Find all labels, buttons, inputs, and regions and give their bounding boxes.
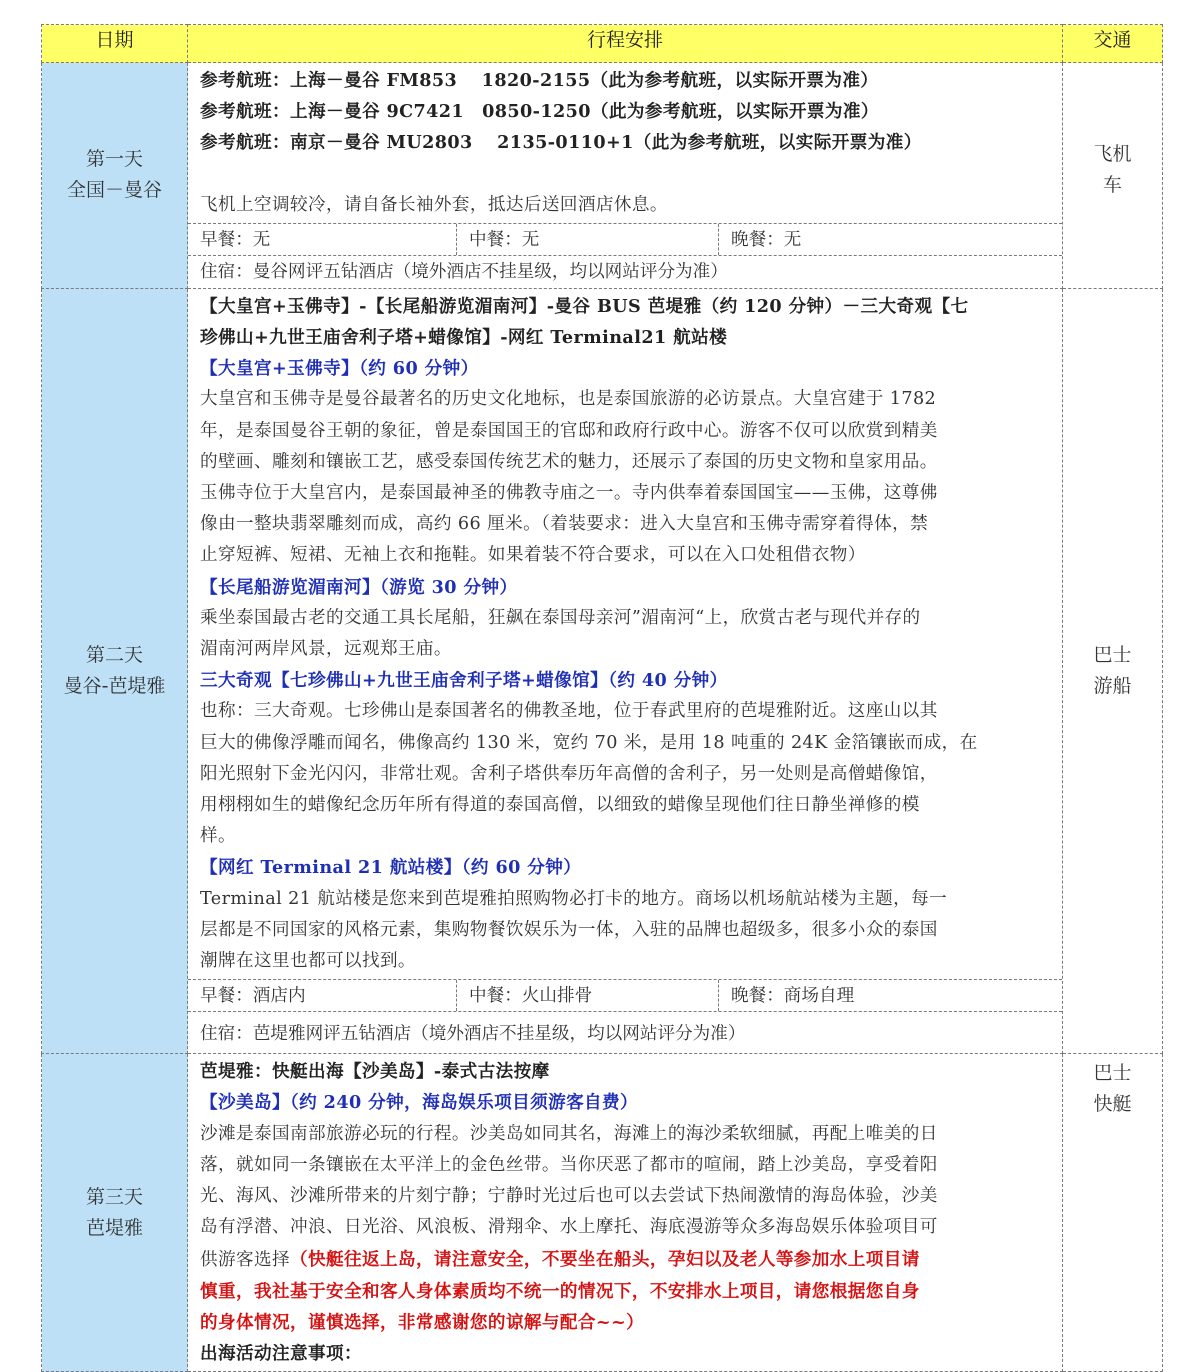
section-text: 供游客选择: [200, 1249, 290, 1270]
section-text: 阳光照射下金光闪闪，非常壮观。舍利子塔供奉历年高僧的舍利子，另一处则是高僧蜡像馆，: [200, 763, 938, 784]
day-title: 【大皇宫+玉佛寺】-【长尾船游览湄南河】-曼谷 BUS 芭堤雅（约 120 分钟）－三大奇观【七: [200, 295, 969, 317]
transport-cell-2: [1063, 288, 1163, 1053]
header-date: 日期: [42, 25, 188, 63]
section-text: 层都是不同国家的风格元素，集购物餐饮娱乐为一体，入驻的品牌也超级多，很多小众的泰国: [200, 919, 938, 940]
dinner: 晚餐：无: [718, 224, 1062, 255]
schedule-cell-3: [188, 1054, 1063, 1372]
day-row-2: [42, 288, 1163, 1053]
section-text: 落，就如同一条镶嵌在太平洋上的金色丝带。当你厌恶了都市的喧闹，踏上沙美岛，享受着阳: [200, 1154, 938, 1175]
section-text: 湄南河两岸风景，远观郑王庙。: [200, 639, 452, 660]
transport-item: 巴士: [1093, 644, 1132, 667]
day-route: 全国－曼谷: [66, 179, 162, 202]
meals-row: [188, 979, 1062, 1011]
section-heading: 【长尾船游览湄南河】（游览 30 分钟）: [200, 576, 518, 598]
warning-text: （快艇往返上岛，请注意安全，不要坐在船头，孕妇以及老人等参加水上项目请: [289, 1248, 920, 1270]
day-row-3: [42, 1054, 1163, 1372]
day-title: 芭堤雅：快艇出海【沙美岛】-泰式古法按摩: [200, 1061, 550, 1083]
mixed-line: [200, 1244, 1050, 1276]
schedule-cell-1: [188, 63, 1063, 289]
day-note: 飞机上空调较冷，请自备长袖外套，抵达后送回酒店休息。: [200, 194, 668, 215]
meals-row: [188, 223, 1062, 255]
section-text: 光、海风、沙滩所带来的片刻宁静；宁静时光过后也可以去尝试下热闹激情的海岛体验，沙美: [200, 1186, 938, 1207]
day-cell-2: [42, 288, 188, 1053]
section-heading: 【大皇宫+玉佛寺】（约 60 分钟）: [200, 358, 479, 380]
section-text: 止穿短裤、短裙、无袖上衣和拖鞋。如果着装不符合要求，可以在入口处租借衣物）: [200, 545, 866, 566]
flight-line: 参考航班：南京－曼谷 MU2803 2135-0110+1（此为参考航班，以实际开票为准）: [200, 132, 922, 154]
section-text: 年，是泰国曼谷王朝的象征，曾是泰国国王的官邸和政府行政中心。游客不仅可以欣赏到精美: [200, 420, 938, 441]
section-heading: 三大奇观【七珍佛山+九世王庙舍利子塔+蜡像馆】（约 40 分钟）: [200, 670, 728, 692]
day-label: 第三天: [85, 1185, 143, 1208]
section-heading: 【网红 Terminal 21 航站楼】（约 60 分钟）: [200, 857, 582, 879]
lunch: 中餐：无: [456, 224, 718, 255]
section-text: 也称：三大奇观。七珍佛山是泰国著名的佛教圣地，位于春武里府的芭堤雅附近。这座山以其: [200, 701, 938, 722]
transport-item: 游船: [1093, 675, 1132, 698]
transport-cell-1: [1063, 63, 1163, 289]
section-text: 大皇宫和玉佛寺是曼谷最著名的历史文化地标，也是泰国旅游的必访景点。大皇宫建于 1782: [200, 389, 937, 410]
dinner: 晚餐：商场自理: [718, 980, 1062, 1011]
section-text: 样。: [200, 826, 236, 847]
day-label: 第一天: [85, 148, 143, 171]
section-text: 玉佛寺位于大皇宫内，是泰国最神圣的佛教寺庙之一。寺内供奉着泰国国宝——玉佛，这尊佛: [200, 483, 938, 504]
section-text: 的壁画、雕刻和镶嵌工艺，感受泰国传统艺术的魅力，还展示了泰国的历史文物和皇家用品。: [200, 451, 938, 472]
accommodation: 住宿：曼谷网评五钻酒店（境外酒店不挂星级，均以网站评分为准）: [188, 255, 1062, 288]
section-text: 乘坐泰国最古老的交通工具长尾船，狂飙在泰国母亲河”湄南河“上，欣赏古老与现代并存的: [200, 607, 921, 628]
day-title: 珍佛山+九世王庙舍利子塔+蜡像馆】-网红 Terminal21 航站楼: [200, 327, 728, 349]
section-text: 岛有浮潜、冲浪、日光浴、风浪板、滑翔伞、水上摩托、海底漫游等众多海岛娱乐体验项目可: [200, 1217, 938, 1238]
transport-cell-3: [1063, 1054, 1163, 1372]
section-text: 用栩栩如生的蜡像纪念历年所有得道的泰国高僧，以细致的蜡像呈现他们往日静坐禅修的模: [200, 795, 920, 816]
flight-line: 参考航班：上海－曼谷 FM853 1820-2155（此为参考航班，以实际开票为准）: [200, 70, 879, 91]
day-row-1: [42, 63, 1163, 289]
flight-line: 参考航班：上海－曼谷 9C7421 0850-1250（此为参考航班，以实际开票为准）: [200, 101, 879, 123]
transport-item: 车: [1102, 174, 1122, 196]
accommodation: 住宿：芭堤雅网评五钻酒店（境外酒店不挂星级，均以网站评分为准）: [188, 1011, 1062, 1053]
header-transport: 交通: [1063, 25, 1163, 63]
itinerary-table: [41, 24, 1163, 1372]
header-schedule: 行程安排: [188, 25, 1063, 63]
transport-item: 快艇: [1093, 1093, 1132, 1116]
lunch: 中餐：火山排骨: [456, 980, 718, 1011]
day-route: 芭堤雅: [85, 1216, 143, 1239]
day-cell-1: [42, 63, 188, 289]
warning-text: 慎重，我社基于安全和客人身体素质均不统一的情况下，不安排水上项目，请您根据您自身: [200, 1280, 920, 1302]
breakfast: 早餐：无: [200, 229, 271, 250]
schedule-cell-2: [188, 288, 1063, 1053]
transport-item: 飞机: [1093, 143, 1132, 165]
section-text: 像由一整块翡翠雕刻而成，高约 66 厘米。（着装要求：进入大皇宫和玉佛寺需穿着得体，禁: [200, 514, 929, 535]
day-label: 第二天: [85, 644, 143, 667]
header-row: [42, 25, 1163, 63]
breakfast: 早餐：酒店内: [200, 986, 306, 1007]
section-text: Terminal 21 航站楼是您来到芭堤雅拍照购物必打卡的地方。商场以机场航站楼为主题，每一: [200, 888, 948, 909]
notice-title: 出海活动注意事项：: [200, 1343, 362, 1365]
day-route: 曼谷-芭堤雅: [63, 675, 166, 698]
warning-text: 的身体情况，谨慎选择，非常感谢您的谅解与配合~~）: [200, 1311, 645, 1333]
section-heading: 【沙美岛】（约 240 分钟，海岛娱乐项目须游客自费）: [200, 1092, 639, 1114]
section-text: 巨大的佛像浮雕而闻名，佛像高约 130 米，宽约 70 米，是用 18 吨重的 24K 金箔镶嵌而成，在: [200, 732, 978, 753]
section-text: 沙滩是泰国南部旅游必玩的行程。沙美岛如同其名，海滩上的海沙柔软细腻，再配上唯美的日: [200, 1123, 938, 1144]
day-cell-3: [42, 1054, 188, 1372]
section-text: 潮牌在这里也都可以找到。: [200, 951, 416, 972]
transport-item: 巴士: [1093, 1062, 1132, 1085]
